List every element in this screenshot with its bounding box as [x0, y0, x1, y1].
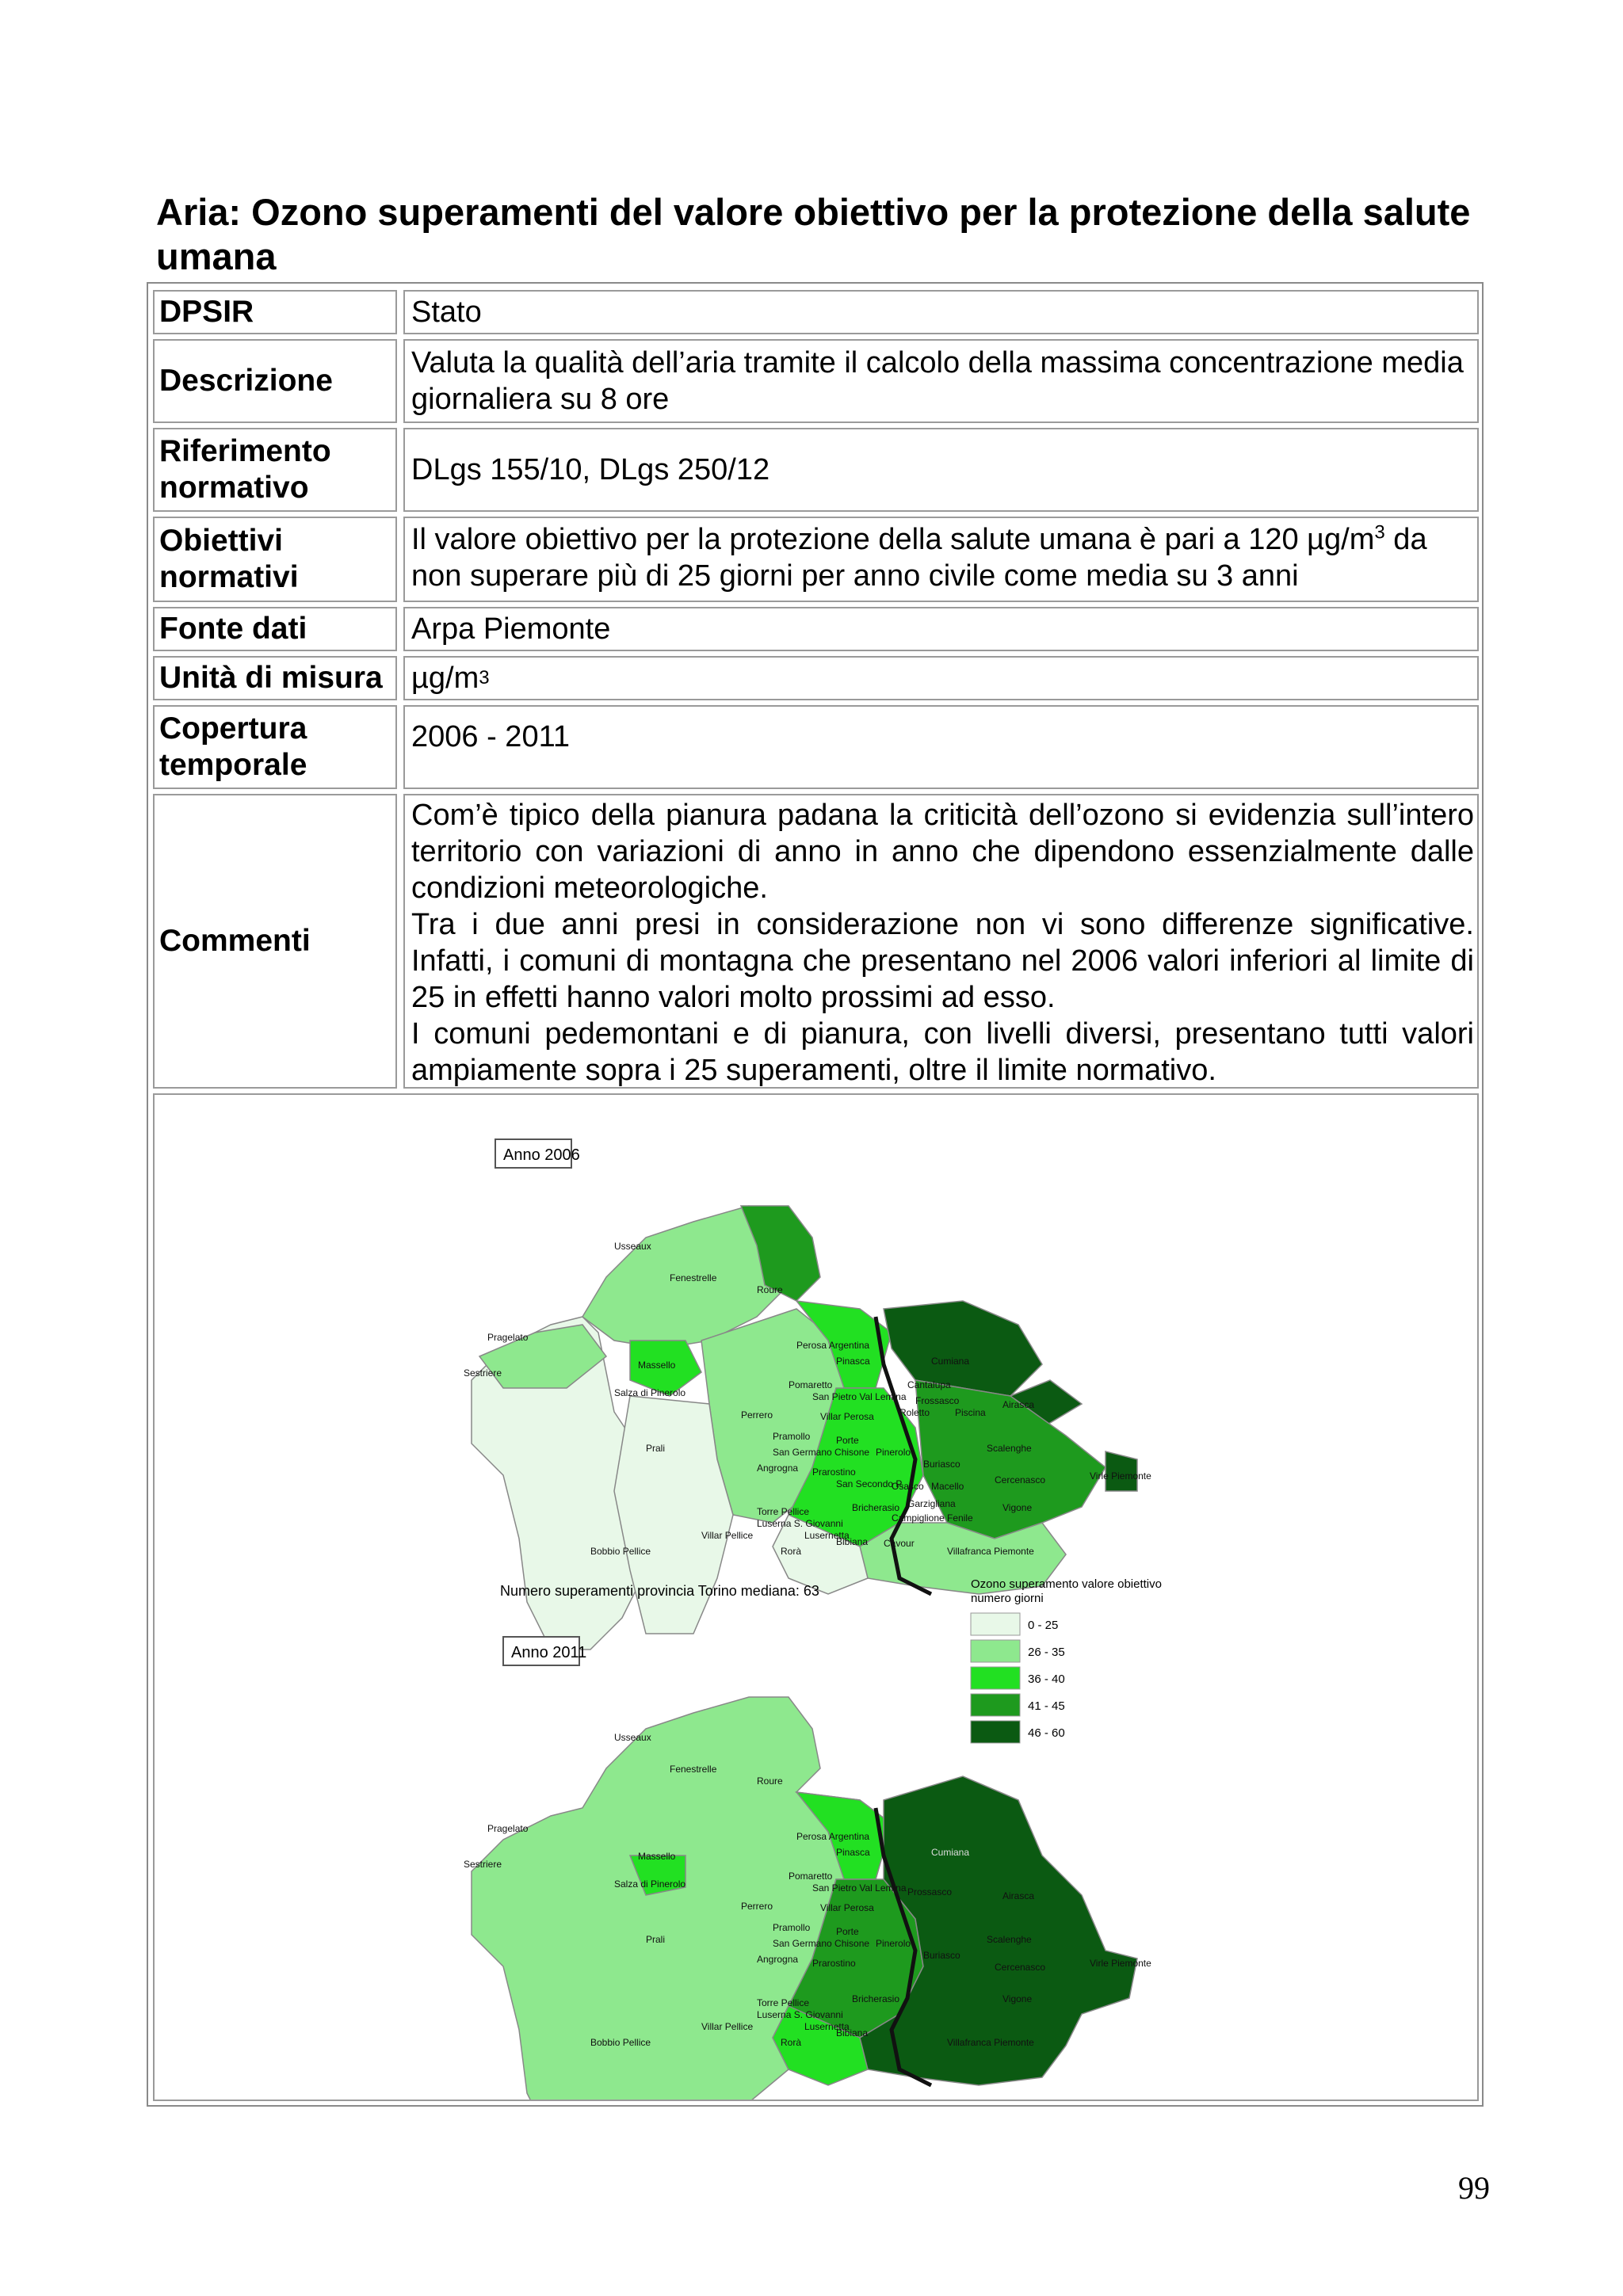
- town-label: Lusernetta: [804, 1530, 850, 1541]
- town-label: Fenestrelle: [670, 1272, 717, 1283]
- ozone-maps-svg: [155, 1095, 1477, 2100]
- town-label: Bricherasio: [852, 1993, 900, 2004]
- town-label: Porte: [836, 1435, 859, 1446]
- town-label: Pomaretto: [789, 1379, 833, 1390]
- unita-text: µg/m: [411, 662, 479, 695]
- town-label: Campiglione Fenile: [892, 1512, 973, 1524]
- row-label-fonte: Fonte dati: [153, 607, 397, 651]
- legend-label: 26 - 35: [1028, 1646, 1065, 1659]
- row-label-copertura: Copertura temporale: [153, 705, 397, 789]
- legend-label: 0 - 25: [1028, 1619, 1059, 1632]
- town-label: Scalenghe: [987, 1934, 1032, 1945]
- town-label: Airasca: [1002, 1399, 1035, 1410]
- town-label: Villafranca Piemonte: [947, 2037, 1034, 2048]
- town-label: Prarostino: [812, 1958, 856, 1969]
- town-label: Scalenghe: [987, 1443, 1032, 1454]
- indicator-table: [147, 282, 1484, 2107]
- obiettivi-superscript: 3: [1374, 521, 1385, 543]
- row-label-obiettivi: Obiettivi normativi: [153, 517, 397, 602]
- town-label: San Germano Chisone: [773, 1447, 870, 1458]
- town-label: San Germano Chisone: [773, 1938, 870, 1949]
- legend-label: 46 - 60: [1028, 1726, 1065, 1740]
- town-label: Usseaux: [614, 1732, 651, 1743]
- town-label: Pomaretto: [789, 1871, 833, 1882]
- row-value-obiettivi: [403, 517, 1479, 602]
- town-label: Perosa Argentina: [796, 1340, 870, 1351]
- town-label: Garzigliana: [907, 1498, 956, 1509]
- town-label: Villafranca Piemonte: [947, 1546, 1034, 1557]
- town-label: Salza di Pinerolo: [614, 1878, 686, 1890]
- comment-paragraph: I comuni pedemontani e di pianura, con livelli diversi, presentano tutti valori ampiamente sopra i 25 superamenti, oltre il limite normativo.: [411, 1017, 1474, 1087]
- town-label: Torre Pellice: [757, 1997, 810, 2008]
- legend-subtitle: numero giorni: [971, 1592, 1044, 1605]
- row-value-commenti: [403, 794, 1479, 1089]
- legend-swatch: [971, 1613, 1020, 1635]
- comment-paragraph: Com’è tipico della pianura padana la criticità dell’ozono si evidenzia sull’intero territorio con variazioni di anno in anno che dipendono essenzialmente dalle condizioni meteorologiche.: [411, 799, 1474, 905]
- town-label: Sestriere: [464, 1859, 502, 1870]
- map-2006-label: Anno 2006: [503, 1146, 580, 1164]
- map-2011-label: Anno 2011: [511, 1644, 587, 1661]
- legend-swatch: [971, 1721, 1020, 1743]
- town-label: Prarostino: [812, 1466, 856, 1478]
- town-label: Perrero: [741, 1901, 773, 1912]
- row-label-dpsir: DPSIR: [153, 290, 397, 334]
- town-label: Massello: [638, 1360, 676, 1371]
- row-label-descrizione: Descrizione: [153, 339, 397, 423]
- town-label: Cavour: [884, 1538, 915, 1549]
- town-label: Cumiana: [931, 1356, 970, 1367]
- legend-swatch: [971, 1667, 1020, 1689]
- town-label: Perosa Argentina: [796, 1831, 870, 1842]
- town-label: Prali: [646, 1443, 666, 1454]
- row-value-riferimento: DLgs 155/10, DLgs 250/12: [403, 428, 1479, 512]
- town-label: Perrero: [741, 1409, 773, 1421]
- row-label-riferimento: Riferimento normativo: [153, 428, 397, 512]
- town-label: Angrogna: [757, 1954, 799, 1965]
- town-label: Massello: [638, 1851, 676, 1862]
- town-label: Fenestrelle: [670, 1764, 717, 1775]
- obiettivi-text-a: Il valore obiettivo per la protezione della salute umana è pari a 120 µg/m: [411, 523, 1375, 556]
- town-label: Buriasco: [923, 1950, 960, 1961]
- map-2006: [464, 1139, 1151, 1650]
- town-label: San Pietro Val Lemina: [812, 1882, 907, 1894]
- town-label: Bobbio Pellice: [590, 1546, 651, 1557]
- town-label: Cercenasco: [995, 1474, 1046, 1486]
- town-label: Osasco: [892, 1481, 924, 1492]
- row-value-copertura: 2006 - 2011: [403, 705, 1479, 789]
- town-label: Frossasco: [915, 1395, 960, 1406]
- town-label: Bibiana: [836, 1536, 869, 1547]
- legend-swatch: [971, 1694, 1020, 1716]
- town-label: Luserna S. Giovanni: [757, 2009, 843, 2020]
- town-label: Villar Perosa: [820, 1411, 874, 1422]
- legend-label: 36 - 40: [1028, 1672, 1065, 1686]
- town-label: Roletto: [899, 1407, 930, 1418]
- town-label: Villar Pellice: [701, 1530, 754, 1541]
- town-label: Pramollo: [773, 1431, 811, 1442]
- town-label: San Pietro Val Lemina: [812, 1391, 907, 1402]
- page-title: Aria: Ozono superamenti del valore obiettivo per la protezione della salute umana: [156, 191, 1471, 277]
- town-label: Salza di Pinerolo: [614, 1387, 686, 1398]
- row-value-dpsir: Stato: [403, 290, 1479, 334]
- row-value-unita: µg/m 3: [403, 656, 1479, 700]
- obiettivi-text-b: da non superare più di 25 giorni per anno civile come media su 3 anni: [411, 523, 1427, 593]
- town-label: Torre Pellice: [757, 1506, 810, 1517]
- town-label: Vigone: [1002, 1993, 1033, 2004]
- town-label: Bibiana: [836, 2027, 869, 2039]
- town-label: Prossasco: [907, 1886, 953, 1897]
- town-label: Bobbio Pellice: [590, 2037, 651, 2048]
- town-label: Cercenasco: [995, 1962, 1046, 1973]
- town-label: Bricherasio: [852, 1502, 900, 1513]
- town-label: Lusernetta: [804, 2021, 850, 2032]
- town-label: Macello: [931, 1481, 964, 1492]
- town-label: Prali: [646, 1934, 666, 1945]
- town-label: Pinasca: [836, 1847, 870, 1858]
- town-label: San Secondo P.: [836, 1478, 904, 1489]
- town-label: Luserna S. Giovanni: [757, 1518, 843, 1529]
- town-label: Porte: [836, 1926, 859, 1937]
- town-label: Cumiana: [931, 1847, 970, 1858]
- town-label: Rorà: [781, 1546, 802, 1557]
- legend-label: 41 - 45: [1028, 1699, 1065, 1713]
- row-label-commenti: Commenti: [153, 794, 397, 1089]
- town-label: Cantalupa: [907, 1379, 951, 1390]
- row-label-unita: Unità di misura: [153, 656, 397, 700]
- town-label: Pinerolo: [876, 1447, 911, 1458]
- town-label: Virle Piemonte: [1090, 1470, 1151, 1482]
- town-label: Pinasca: [836, 1356, 870, 1367]
- row-value-fonte: Arpa Piemonte: [403, 607, 1479, 651]
- town-label: Sestriere: [464, 1367, 502, 1379]
- ozone-maps-figure: [153, 1093, 1479, 2101]
- town-label: Pramollo: [773, 1922, 811, 1933]
- town-label: Buriasco: [923, 1459, 960, 1470]
- town-label: Pragelato: [487, 1823, 529, 1834]
- legend: [971, 1577, 1162, 1743]
- town-label: Villar Perosa: [820, 1902, 874, 1913]
- comment-paragraph: Tra i due anni presi in considerazione non vi sono differenze significative. Infatti, i comuni di montagna che presentano nel 2006 valori inferiori al limite di 25 in effetti hanno valori molto prossimi ad esso.: [411, 908, 1474, 1014]
- town-label: Rorà: [781, 2037, 802, 2048]
- town-label: Roure: [757, 1775, 783, 1787]
- town-label: Angrogna: [757, 1463, 799, 1474]
- legend-swatch: [971, 1640, 1020, 1662]
- town-label: Usseaux: [614, 1241, 651, 1252]
- town-label: Roure: [757, 1284, 783, 1295]
- town-label: Virle Piemonte: [1090, 1958, 1151, 1969]
- town-label: Piscina: [955, 1407, 986, 1418]
- town-label: Pinerolo: [876, 1938, 911, 1949]
- town-label: Vigone: [1002, 1502, 1033, 1513]
- town-label: Airasca: [1002, 1890, 1035, 1901]
- page-number: 99: [1458, 2170, 1490, 2206]
- town-label: Villar Pellice: [701, 2021, 754, 2032]
- row-value-descrizione: Valuta la qualità dell’aria tramite il calcolo della massima concentrazione media giornaliera su 8 ore: [403, 339, 1479, 423]
- town-label: Pragelato: [487, 1332, 529, 1343]
- median-note: Numero superamenti provincia Torino mediana: 63: [500, 1583, 819, 1599]
- legend-title: Ozono superamento valore obiettivo: [971, 1577, 1162, 1591]
